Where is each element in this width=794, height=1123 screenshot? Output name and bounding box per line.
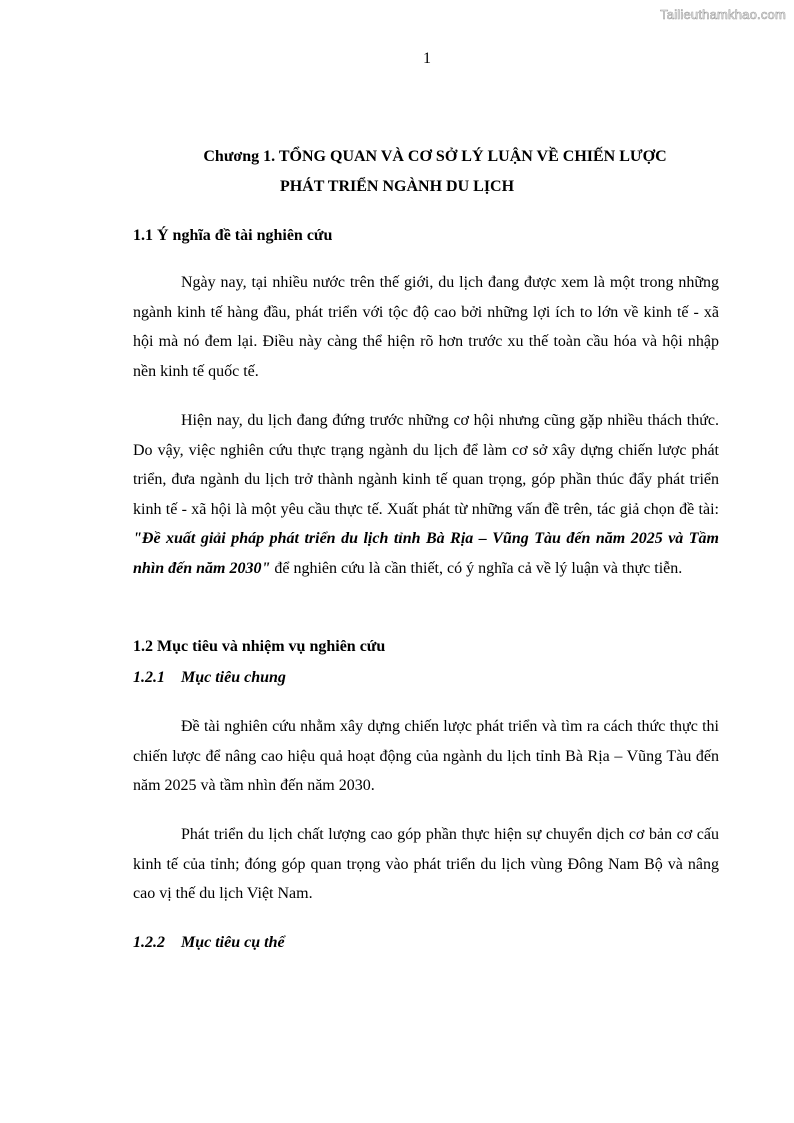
section-title: Mục tiêu cụ thể [181,934,285,951]
paragraph-significance-2 [133,406,719,583]
chapter-title-line-1: Chương 1. TỔNG QUAN VÀ CƠ SỞ LÝ LUẬN VỀ CHIẾN LƯỢC [203,148,667,165]
thesis-topic-title: "Đề xuất giải pháp phát triển du lịch tỉnh Bà Rịa – Vũng Tàu đến năm 2025 và Tầm nhìn đến năm 2030" [133,530,719,577]
section-heading-1-2-1 [133,669,286,687]
watermark-text: Tailieuthamkhao.com [660,7,786,22]
section-heading-1-1: 1.1 Ý nghĩa đề tài nghiên cứu [133,227,333,244]
section-number: 1.2.1 [133,669,165,686]
paragraph-text: Hiện nay, du lịch đang đứng trước những cơ hội nhưng cũng gặp nhiều thách thức. Do vậy, việc nghiên cứu thực trạng ngành du lịch để làm cơ sở xây dựng chiến lược phát triển, đưa ngành du lịch trở thành ngành kinh tế quan trọng, góp phần thúc đẩy phát triển kinh tế - xã hội là một yêu cầu thực tế. Xuất phát từ những vấn đề trên, tác giả chọn đề tài: [133,412,719,518]
section-title: Mục tiêu chung [181,669,286,686]
paragraph-significance-1: Ngày nay, tại nhiều nước trên thế giới, du lịch đang được xem là một trong những ngành kinh tế hàng đầu, phát triển với tộc độ cao bởi những lợi ích to lớn về kinh tế - xã hội mà nó đem lại. Điều này càng thể hiện rõ hơn trước xu thế toàn cầu hóa và hội nhập nền kinh tế quốc tế. [133,274,719,380]
paragraph-text: để nghiên cứu là cần thiết, có ý nghĩa cả về lý luận và thực tiễn. [270,559,683,577]
chapter-title-line-2: PHÁT TRIỂN NGÀNH DU LỊCH [279,178,515,195]
section-number: 1.2.2 [133,934,165,951]
section-heading-1-2: 1.2 Mục tiêu và nhiệm vụ nghiên cứu [133,638,386,655]
paragraph-general-objective: Đề tài nghiên cứu nhằm xây dựng chiến lược phát triển và tìm ra cách thức thực thi chiến lược để nâng cao hiệu quả hoạt động của ngành du lịch tỉnh Bà Rịa – Vũng Tàu đến năm 2025 và tầm nhìn đến năm 2030. [133,718,719,794]
section-heading-1-2-2 [133,934,285,952]
page-number: 1 [423,50,431,67]
paragraph-quality-tourism: Phát triển du lịch chất lượng cao góp phần thực hiện sự chuyển dịch cơ bản cơ cấu kinh tế của tỉnh; đóng góp quan trọng vào phát triển du lịch vùng Đông Nam Bộ và nâng cao vị thế du lịch Việt Nam. [133,826,719,902]
